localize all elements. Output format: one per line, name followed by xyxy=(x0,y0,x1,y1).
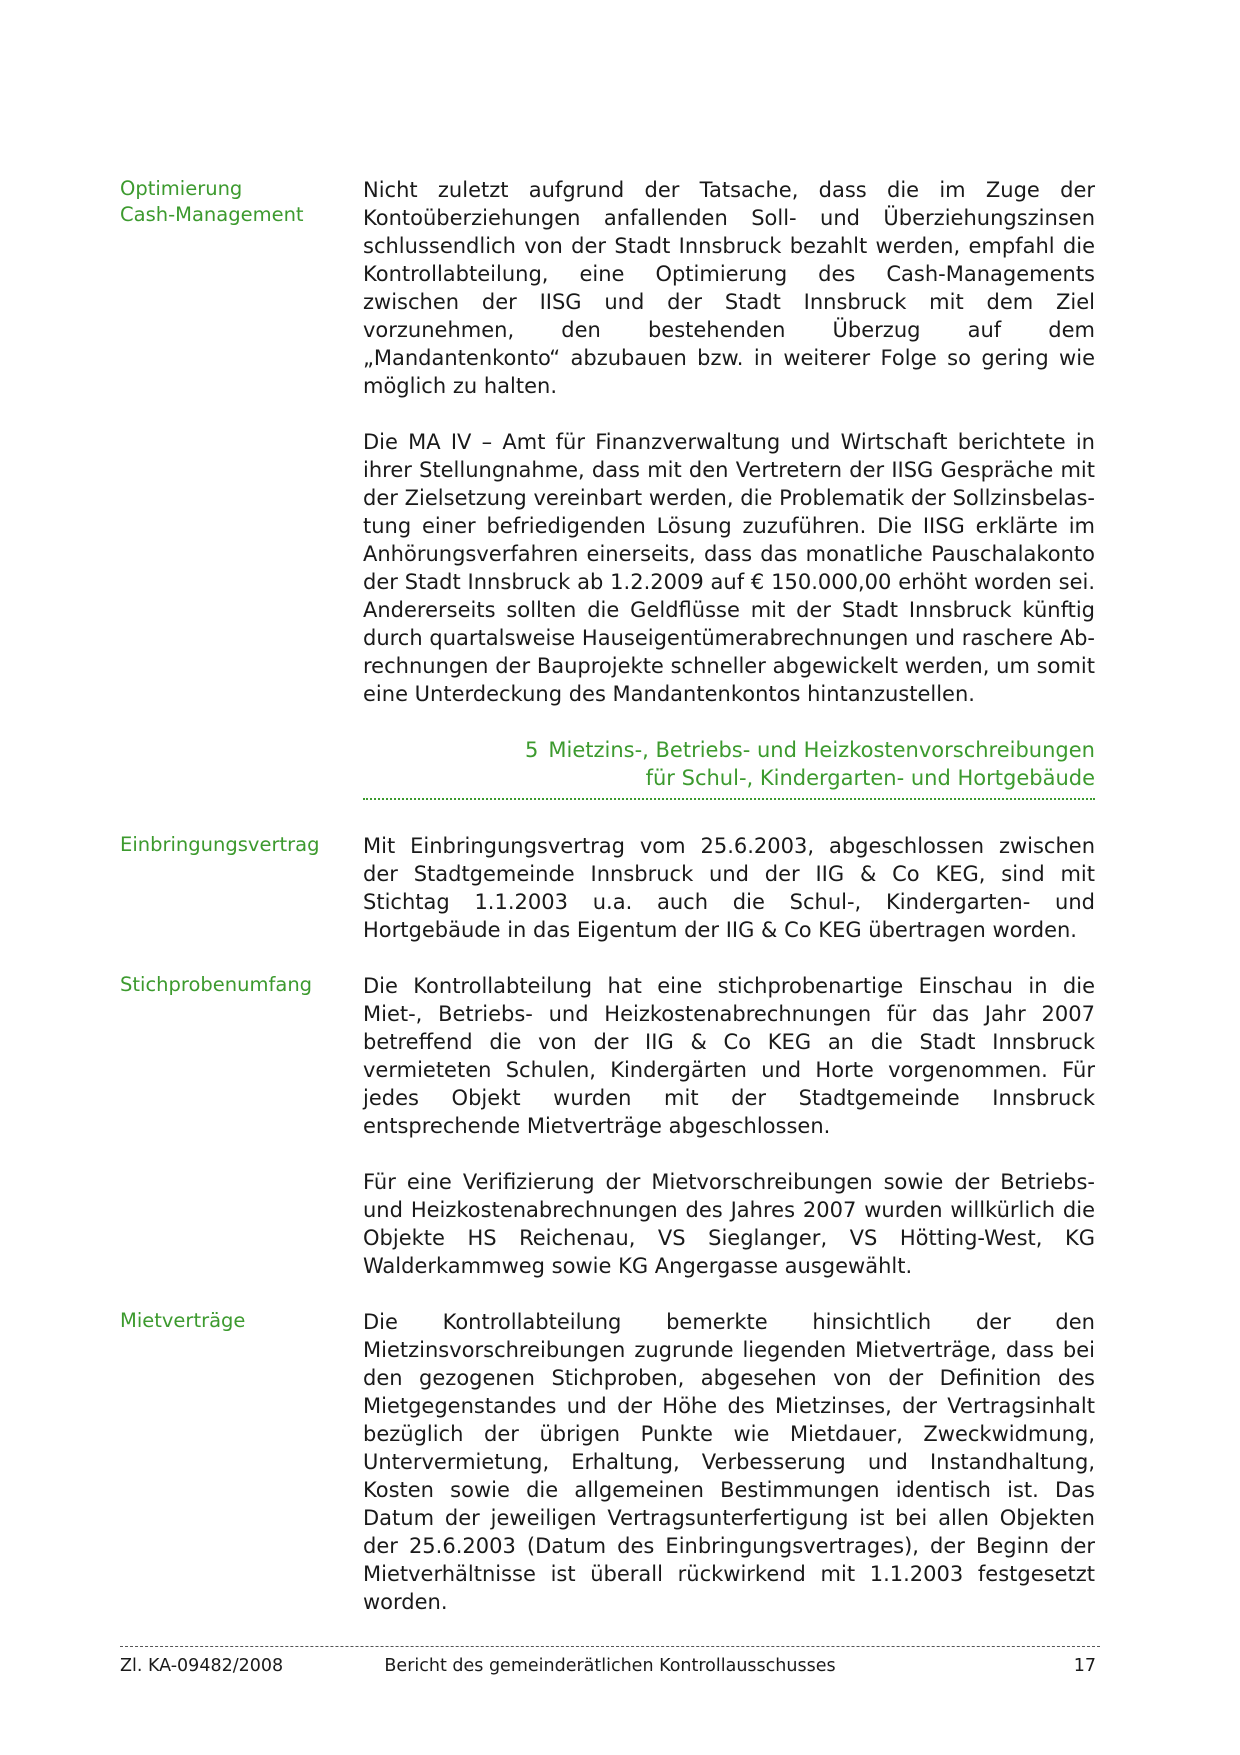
paragraph-ma-iv-statement: Die MA IV – Amt für Finanzverwaltung und Wirtschaft berichtete in ihrer Stellungnahme, dass mit den Vertretern der IISG Gespräche mit der Zielsetzung vereinbart werden, die Problematik der Sollzinsbelastung einer befriedigenden Lösung zuzuführen. Die IISG erklärte im Anhörungsverfahren einerseits, dass das monatliche Pauschalakonto der Stadt Innsbruck ab 1.2.2009 auf € 150.000,00 erhöht worden sei. Andererseits sollten die Geldflüsse mit der Stadt Innsbruck künftig durch quartalsweise Hauseigentümerabrechnungen und raschere Abrechnungen der Bauprojekte schneller abgewickelt werden, um somit eine Unterdeckung des Mandantenkontos hintanzustellen. xyxy=(363,430,1095,706)
side-heading-einbringungsvertrag xyxy=(120,832,340,858)
section-einbringungsvertrag xyxy=(120,832,1100,944)
paragraph-verifizierung: Für eine Verifizierung der Mietvorschreibungen sowie der Betriebs- und Heizkostenabrechnungen des Jahres 2007 wurden willkürlich die Objekte HS Reichenau, VS Sieglanger, VS Hötting-West, KG Walderkammweg sowie KG Angergasse ausgewählt. xyxy=(363,1170,1095,1278)
paragraph-stichprobenumfang: Die Kontrollabteilung hat eine stichprobenartige Einschau in die Miet-, Betriebs- und Heizkostenabrechnungen für das Jahr 2007 betreffend die von der IIG & Co KEG an die Stadt Innsbruck vermieteten Schulen, Kindergärten und Horte vorgenommen. Für jedes Objekt wurden mit der Stadtgemeinde Innsbruck entsprechende Mietverträge abgeschlossen. xyxy=(363,974,1095,1138)
section-cash-management xyxy=(120,176,1100,400)
chapter-number: 5 xyxy=(525,738,539,762)
chapter-heading-line-1 xyxy=(363,736,1095,764)
chapter-title-line-1: Mietzins-, Betriebs- und Heizkostenvorschreibungen xyxy=(548,738,1095,762)
footer-reference: Zl. KA-09482/2008 xyxy=(120,1656,284,1676)
side-heading-line: Optimierung xyxy=(120,177,243,200)
side-heading-line: Einbringungsvertrag xyxy=(120,833,320,856)
side-heading-cash-management xyxy=(120,176,340,228)
paragraph-cash-management: Nicht zuletzt aufgrund der Tatsache, dass die im Zuge der Kontoüberziehungen anfallenden Soll- und Überziehungszinsen schlussendlich von der Stadt Innsbruck bezahlt werden, empfahl die Kontrollabteilung, eine Optimierung des Cash-Managements zwischen der IISG und der Stadt Innsbruck mit dem Ziel vorzunehmen, den bestehenden Überzug auf dem „Mandantenkonto“ abzubauen bzw. in weiterer Folge so gering wie möglich zu halten. xyxy=(363,178,1095,398)
paragraph-einbringungsvertrag: Mit Einbringungsvertrag vom 25.6.2003, abgeschlossen zwischen der Stadtgemeinde Innsbruck und der IIG & Co KEG, sind mit Stichtag 1.1.2003 u.a. auch die Schul-, Kindergarten- und Hortgebäude in das Eigentum der IIG & Co KEG übertragen worden. xyxy=(363,834,1095,942)
section-verifizierung xyxy=(120,1168,1100,1280)
side-heading-mietvertraege xyxy=(120,1308,340,1334)
side-heading-stichprobenumfang xyxy=(120,972,340,998)
section-ma-iv-statement xyxy=(120,428,1100,708)
footer-page-number: 17 xyxy=(1073,1656,1096,1676)
page-footer xyxy=(120,1646,1100,1677)
chapter-title-line-2: für Schul-, Kindergarten- und Hortgebäude xyxy=(645,766,1095,790)
chapter-heading xyxy=(363,736,1095,800)
section-mietvertraege xyxy=(120,1308,1100,1616)
side-heading-line: Cash-Management xyxy=(120,203,304,226)
section-stichprobenumfang xyxy=(120,972,1100,1140)
paragraph-mietvertraege: Die Kontrollabteilung bemerkte hinsichtlich der den Mietzinsvorschreibungen zugrunde liegenden Mietverträge, dass bei den gezogenen Stichproben, abgesehen von der Definition des Mietgegenstandes und der Höhe des Mietzinses, der Vertragsinhalt bezüglich der übrigen Punkte wie Mietdauer, Zweckwidmung, Untervermietung, Erhaltung, Verbesserung und Instandhaltung, Kosten sowie die allgemeinen Bestimmungen identisch ist. Das Datum der jeweiligen Vertragsunterfertigung ist bei allen Objekten der 25.6.2003 (Datum des Einbringungsvertrages), der Beginn der Mietverhältnisse ist überall rückwirkend mit 1.1.2003 festgesetzt worden. xyxy=(363,1310,1095,1614)
side-heading-line: Stichprobenumfang xyxy=(120,973,313,996)
page-content xyxy=(120,176,1100,1644)
footer-title: Bericht des gemeinderätlichen Kontrollausschusses xyxy=(384,1656,836,1676)
side-heading-line: Mietverträge xyxy=(120,1309,246,1332)
